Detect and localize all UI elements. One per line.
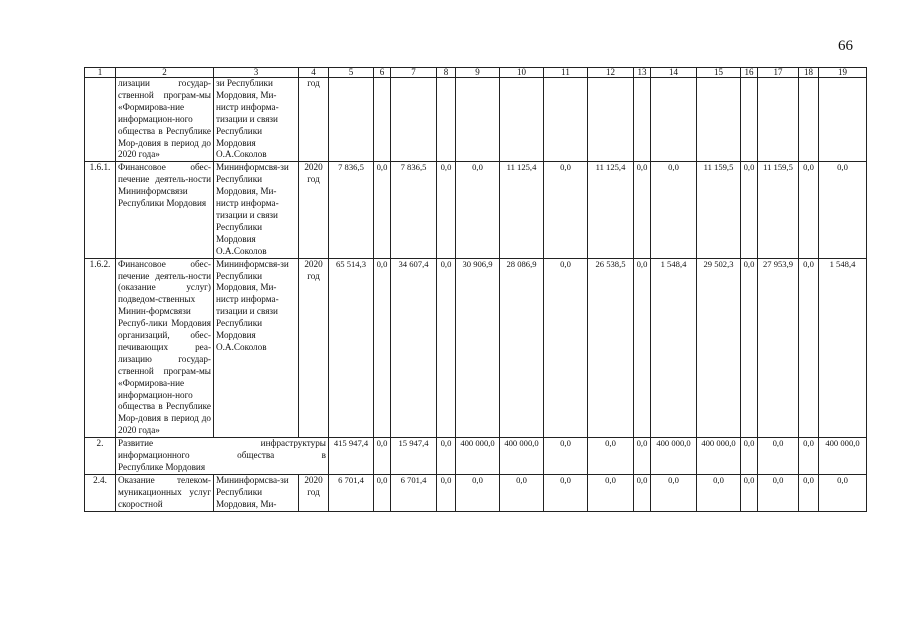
column-number: 18 xyxy=(799,68,819,78)
measure-name-line: Республике Мордовия xyxy=(118,462,206,472)
amount-cell: 0,0 xyxy=(437,258,456,438)
column-number: 19 xyxy=(819,68,867,78)
amount-cell xyxy=(741,78,758,162)
executor-cell: Мининформсвя-зи Республики Мордовия, Ми-нистр информа-тизации и связи Республики Мордовия О.А.Соколов xyxy=(214,162,299,258)
amount-cell: 65 514,3 xyxy=(329,258,374,438)
amount-cell: 7 836,5 xyxy=(329,162,374,258)
row-number-cell: 2. xyxy=(85,438,116,475)
amount-cell xyxy=(697,78,741,162)
amount-cell: 6 701,4 xyxy=(391,474,437,511)
amount-cell: 0,0 xyxy=(374,438,391,475)
amount-cell: 0,0 xyxy=(741,258,758,438)
amount-cell: 0,0 xyxy=(819,162,867,258)
column-number: 4 xyxy=(299,68,329,78)
amount-cell: 0,0 xyxy=(799,438,819,475)
amount-cell: 0,0 xyxy=(374,258,391,438)
measure-name-line: информационного общества в xyxy=(118,450,326,461)
column-number: 3 xyxy=(214,68,299,78)
amount-cell: 0,0 xyxy=(588,474,634,511)
amount-cell: 11 159,5 xyxy=(758,162,799,258)
year-cell: год xyxy=(299,78,329,162)
amount-cell: 0,0 xyxy=(588,438,634,475)
amount-cell: 0,0 xyxy=(819,474,867,511)
row-number-cell: 1.6.1. xyxy=(85,162,116,258)
column-number: 15 xyxy=(697,68,741,78)
measure-name-cell: Оказание телеком-муникационных услуг скоростной xyxy=(116,474,214,511)
row-number-cell: 1.6.2. xyxy=(85,258,116,438)
column-number: 13 xyxy=(634,68,651,78)
amount-cell: 0,0 xyxy=(651,474,697,511)
amount-cell: 0,0 xyxy=(374,474,391,511)
amount-cell xyxy=(588,78,634,162)
column-number: 14 xyxy=(651,68,697,78)
amount-cell: 0,0 xyxy=(544,438,588,475)
executor-cell: зи Республики Мордовия, Ми-нистр информа-тизации и связи Республики Мордовия О.А.Соколов xyxy=(214,78,299,162)
table-row xyxy=(85,162,867,258)
amount-cell: 400 000,0 xyxy=(819,438,867,475)
column-number: 10 xyxy=(500,68,544,78)
amount-cell: 0,0 xyxy=(758,474,799,511)
year-cell: 2020 год xyxy=(299,258,329,438)
measure-name-cell: Финансовое обес-печение деятель-ности Мининформсвязи Республики Мордовия xyxy=(116,162,214,258)
amount-cell: 34 607,4 xyxy=(391,258,437,438)
table-row xyxy=(85,474,867,511)
amount-cell xyxy=(651,78,697,162)
amount-cell: 11 125,4 xyxy=(500,162,544,258)
column-number: 2 xyxy=(116,68,214,78)
table-row xyxy=(85,438,867,475)
amount-cell: 400 000,0 xyxy=(651,438,697,475)
amount-cell: 0,0 xyxy=(799,258,819,438)
budget-table xyxy=(84,67,867,512)
amount-cell: 0,0 xyxy=(456,474,500,511)
amount-cell: 0,0 xyxy=(544,258,588,438)
column-number: 11 xyxy=(544,68,588,78)
amount-cell xyxy=(374,78,391,162)
amount-cell: 0,0 xyxy=(651,162,697,258)
measure-name-line: Развитие инфраструктуры xyxy=(118,438,326,449)
amount-cell: 0,0 xyxy=(741,438,758,475)
measure-name-cell: лизации государ-ственной програм-мы «Формирова-ние информацион-ного общества в Республике Мор-довия в период до 2020 года» xyxy=(116,78,214,162)
amount-cell: 11 125,4 xyxy=(588,162,634,258)
amount-cell: 0,0 xyxy=(500,474,544,511)
amount-cell: 27 953,9 xyxy=(758,258,799,438)
amount-cell: 0,0 xyxy=(374,162,391,258)
amount-cell xyxy=(758,78,799,162)
column-number: 7 xyxy=(391,68,437,78)
table-row xyxy=(85,78,867,162)
table-row xyxy=(85,258,867,438)
amount-cell: 400 000,0 xyxy=(697,438,741,475)
amount-cell: 26 538,5 xyxy=(588,258,634,438)
amount-cell: 0,0 xyxy=(634,474,651,511)
amount-cell: 7 836,5 xyxy=(391,162,437,258)
amount-cell: 0,0 xyxy=(456,162,500,258)
row-number-cell: 2.4. xyxy=(85,474,116,511)
row-number-cell xyxy=(85,78,116,162)
amount-cell xyxy=(799,78,819,162)
amount-cell: 415 947,4 xyxy=(329,438,374,475)
amount-cell: 0,0 xyxy=(697,474,741,511)
column-number: 12 xyxy=(588,68,634,78)
amount-cell: 0,0 xyxy=(634,258,651,438)
amount-cell: 29 502,3 xyxy=(697,258,741,438)
column-number: 17 xyxy=(758,68,799,78)
column-number: 6 xyxy=(374,68,391,78)
amount-cell: 1 548,4 xyxy=(819,258,867,438)
column-number: 8 xyxy=(437,68,456,78)
column-number: 9 xyxy=(456,68,500,78)
year-cell: 2020 год xyxy=(299,162,329,258)
amount-cell xyxy=(456,78,500,162)
amount-cell xyxy=(391,78,437,162)
page-number: 66 xyxy=(838,38,853,54)
table-body xyxy=(85,68,867,512)
column-number: 1 xyxy=(85,68,116,78)
column-number-row xyxy=(85,68,867,78)
executor-cell: Мининформсвя-зи Республики Мордовия, Ми-нистр информа-тизации и связи Республики Мордовия О.А.Соколов xyxy=(214,258,299,438)
measure-name-cell: Финансовое обес-печение деятель-ности (оказание услуг) подведом-ственных Минин-формсвязи Респуб-лики Мордовия организаций, обес-печивающих реа-лизацию государ-ственной програм-мы «Формирова-ние информацион-ного общества в Республике Мор-довия в период до 2020 года» xyxy=(116,258,214,438)
amount-cell: 0,0 xyxy=(758,438,799,475)
amount-cell: 400 000,0 xyxy=(500,438,544,475)
amount-cell: 0,0 xyxy=(634,162,651,258)
amount-cell: 15 947,4 xyxy=(391,438,437,475)
amount-cell: 30 906,9 xyxy=(456,258,500,438)
amount-cell xyxy=(819,78,867,162)
amount-cell: 0,0 xyxy=(741,474,758,511)
amount-cell xyxy=(634,78,651,162)
column-number: 5 xyxy=(329,68,374,78)
measure-name-cell xyxy=(116,438,329,475)
amount-cell: 0,0 xyxy=(799,474,819,511)
amount-cell: 6 701,4 xyxy=(329,474,374,511)
amount-cell: 0,0 xyxy=(437,162,456,258)
year-cell: 2020 год xyxy=(299,474,329,511)
amount-cell xyxy=(329,78,374,162)
amount-cell: 1 548,4 xyxy=(651,258,697,438)
amount-cell xyxy=(437,78,456,162)
executor-cell: Мининформсва-зи Республики Мордовия, Ми- xyxy=(214,474,299,511)
column-number: 16 xyxy=(741,68,758,78)
amount-cell: 0,0 xyxy=(437,438,456,475)
amount-cell: 11 159,5 xyxy=(697,162,741,258)
amount-cell: 0,0 xyxy=(437,474,456,511)
amount-cell: 0,0 xyxy=(544,162,588,258)
amount-cell: 28 086,9 xyxy=(500,258,544,438)
amount-cell: 400 000,0 xyxy=(456,438,500,475)
amount-cell: 0,0 xyxy=(544,474,588,511)
amount-cell: 0,0 xyxy=(741,162,758,258)
amount-cell: 0,0 xyxy=(634,438,651,475)
amount-cell xyxy=(500,78,544,162)
amount-cell: 0,0 xyxy=(799,162,819,258)
amount-cell xyxy=(544,78,588,162)
